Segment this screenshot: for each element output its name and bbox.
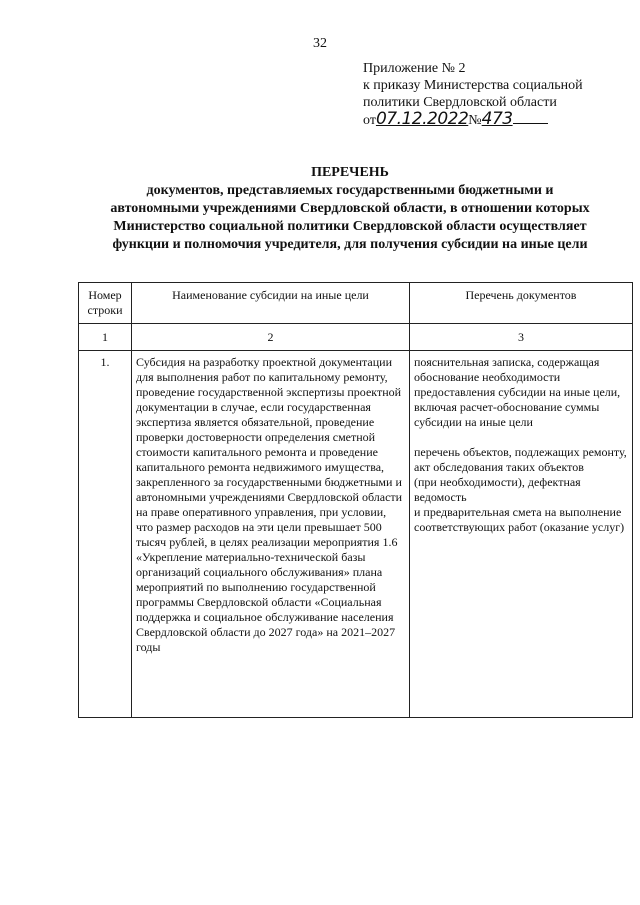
document-item: (при необходимости), дефектная ведомость — [414, 475, 581, 504]
appendix-date-line — [363, 111, 625, 129]
table-header-row — [79, 283, 633, 324]
heading-line-3: Министерство социальной политики Свердловской области осуществляет — [113, 219, 587, 234]
header-subsidy-name: Наименование субсидии на иные цели — [132, 283, 410, 324]
appendix-ministry-line: политики Свердловской области — [363, 95, 557, 110]
row-number: 1. — [79, 351, 132, 718]
page-number: 32 — [313, 36, 327, 51]
number-sign: № — [468, 113, 482, 128]
heading-title: ПЕРЕЧЕНЬ — [311, 165, 389, 180]
column-number: 2 — [132, 324, 410, 351]
document-item: и предварительная смета на выполнение соответствующих работ (оказание услуг) — [414, 505, 625, 534]
header-documents: Перечень документов — [410, 283, 633, 324]
spacer — [414, 430, 628, 445]
document-item: пояснительная записка, содержащая обоснование необходимости предоставления субсидии на иные цели, включая расчет-обоснование суммы субсидии на иные цели — [414, 355, 621, 429]
subsidy-name: Субсидия на разработку проектной документации для выполнения работ по капитальному ремонту, проведение государственной экспертизы проектной документации в случае, если государственная экспертиза является обязательной, проведение проверки достоверности определения сметной стоимости капитального ремонта и проведение капитального ремонта недвижимого имущества, закрепленного за государственными бюджетными и автономными учреждениями Свердловской области на праве оперативного управления, при условии, что размер расходов на эти цели превышает 500 тысяч рублей, в целях реализации мероприятия 1.6 «Укрепление материально-технической базы организаций социального обслуживания» плана мероприятий по выполнению государственной программы Свердловской области «Социальная поддержка и социальное обслуживание населения Свердловской области до 2027 года» на 2021–2027 годы — [132, 351, 410, 718]
appendix-order-line: к приказу Министерства социальной — [363, 78, 583, 93]
documents-table — [78, 282, 633, 718]
appendix-header — [363, 60, 625, 129]
header-row-number: Номер строки — [79, 283, 132, 324]
underline — [513, 122, 548, 124]
handwritten-order-number: 473 — [481, 109, 513, 129]
handwritten-date: 07.12.2022 — [375, 109, 469, 129]
document-heading — [70, 164, 630, 254]
column-number-row — [79, 324, 633, 351]
heading-line-4: функции и полномочия учредителя, для получения субсидии на иные цели — [112, 237, 588, 252]
document-item: перечень объектов, подлежащих ремонту, акт обследования таких объектов — [414, 445, 627, 474]
appendix-title: Приложение № 2 — [363, 61, 466, 76]
date-prefix: от — [363, 113, 376, 128]
heading-line-1: документов, представляемых государственными бюджетными и — [146, 183, 554, 198]
table-row — [79, 351, 633, 718]
heading-line-2: автономными учреждениями Свердловской области, в отношении которых — [110, 201, 590, 216]
column-number: 3 — [410, 324, 633, 351]
column-number: 1 — [79, 324, 132, 351]
documents-list — [410, 351, 633, 718]
